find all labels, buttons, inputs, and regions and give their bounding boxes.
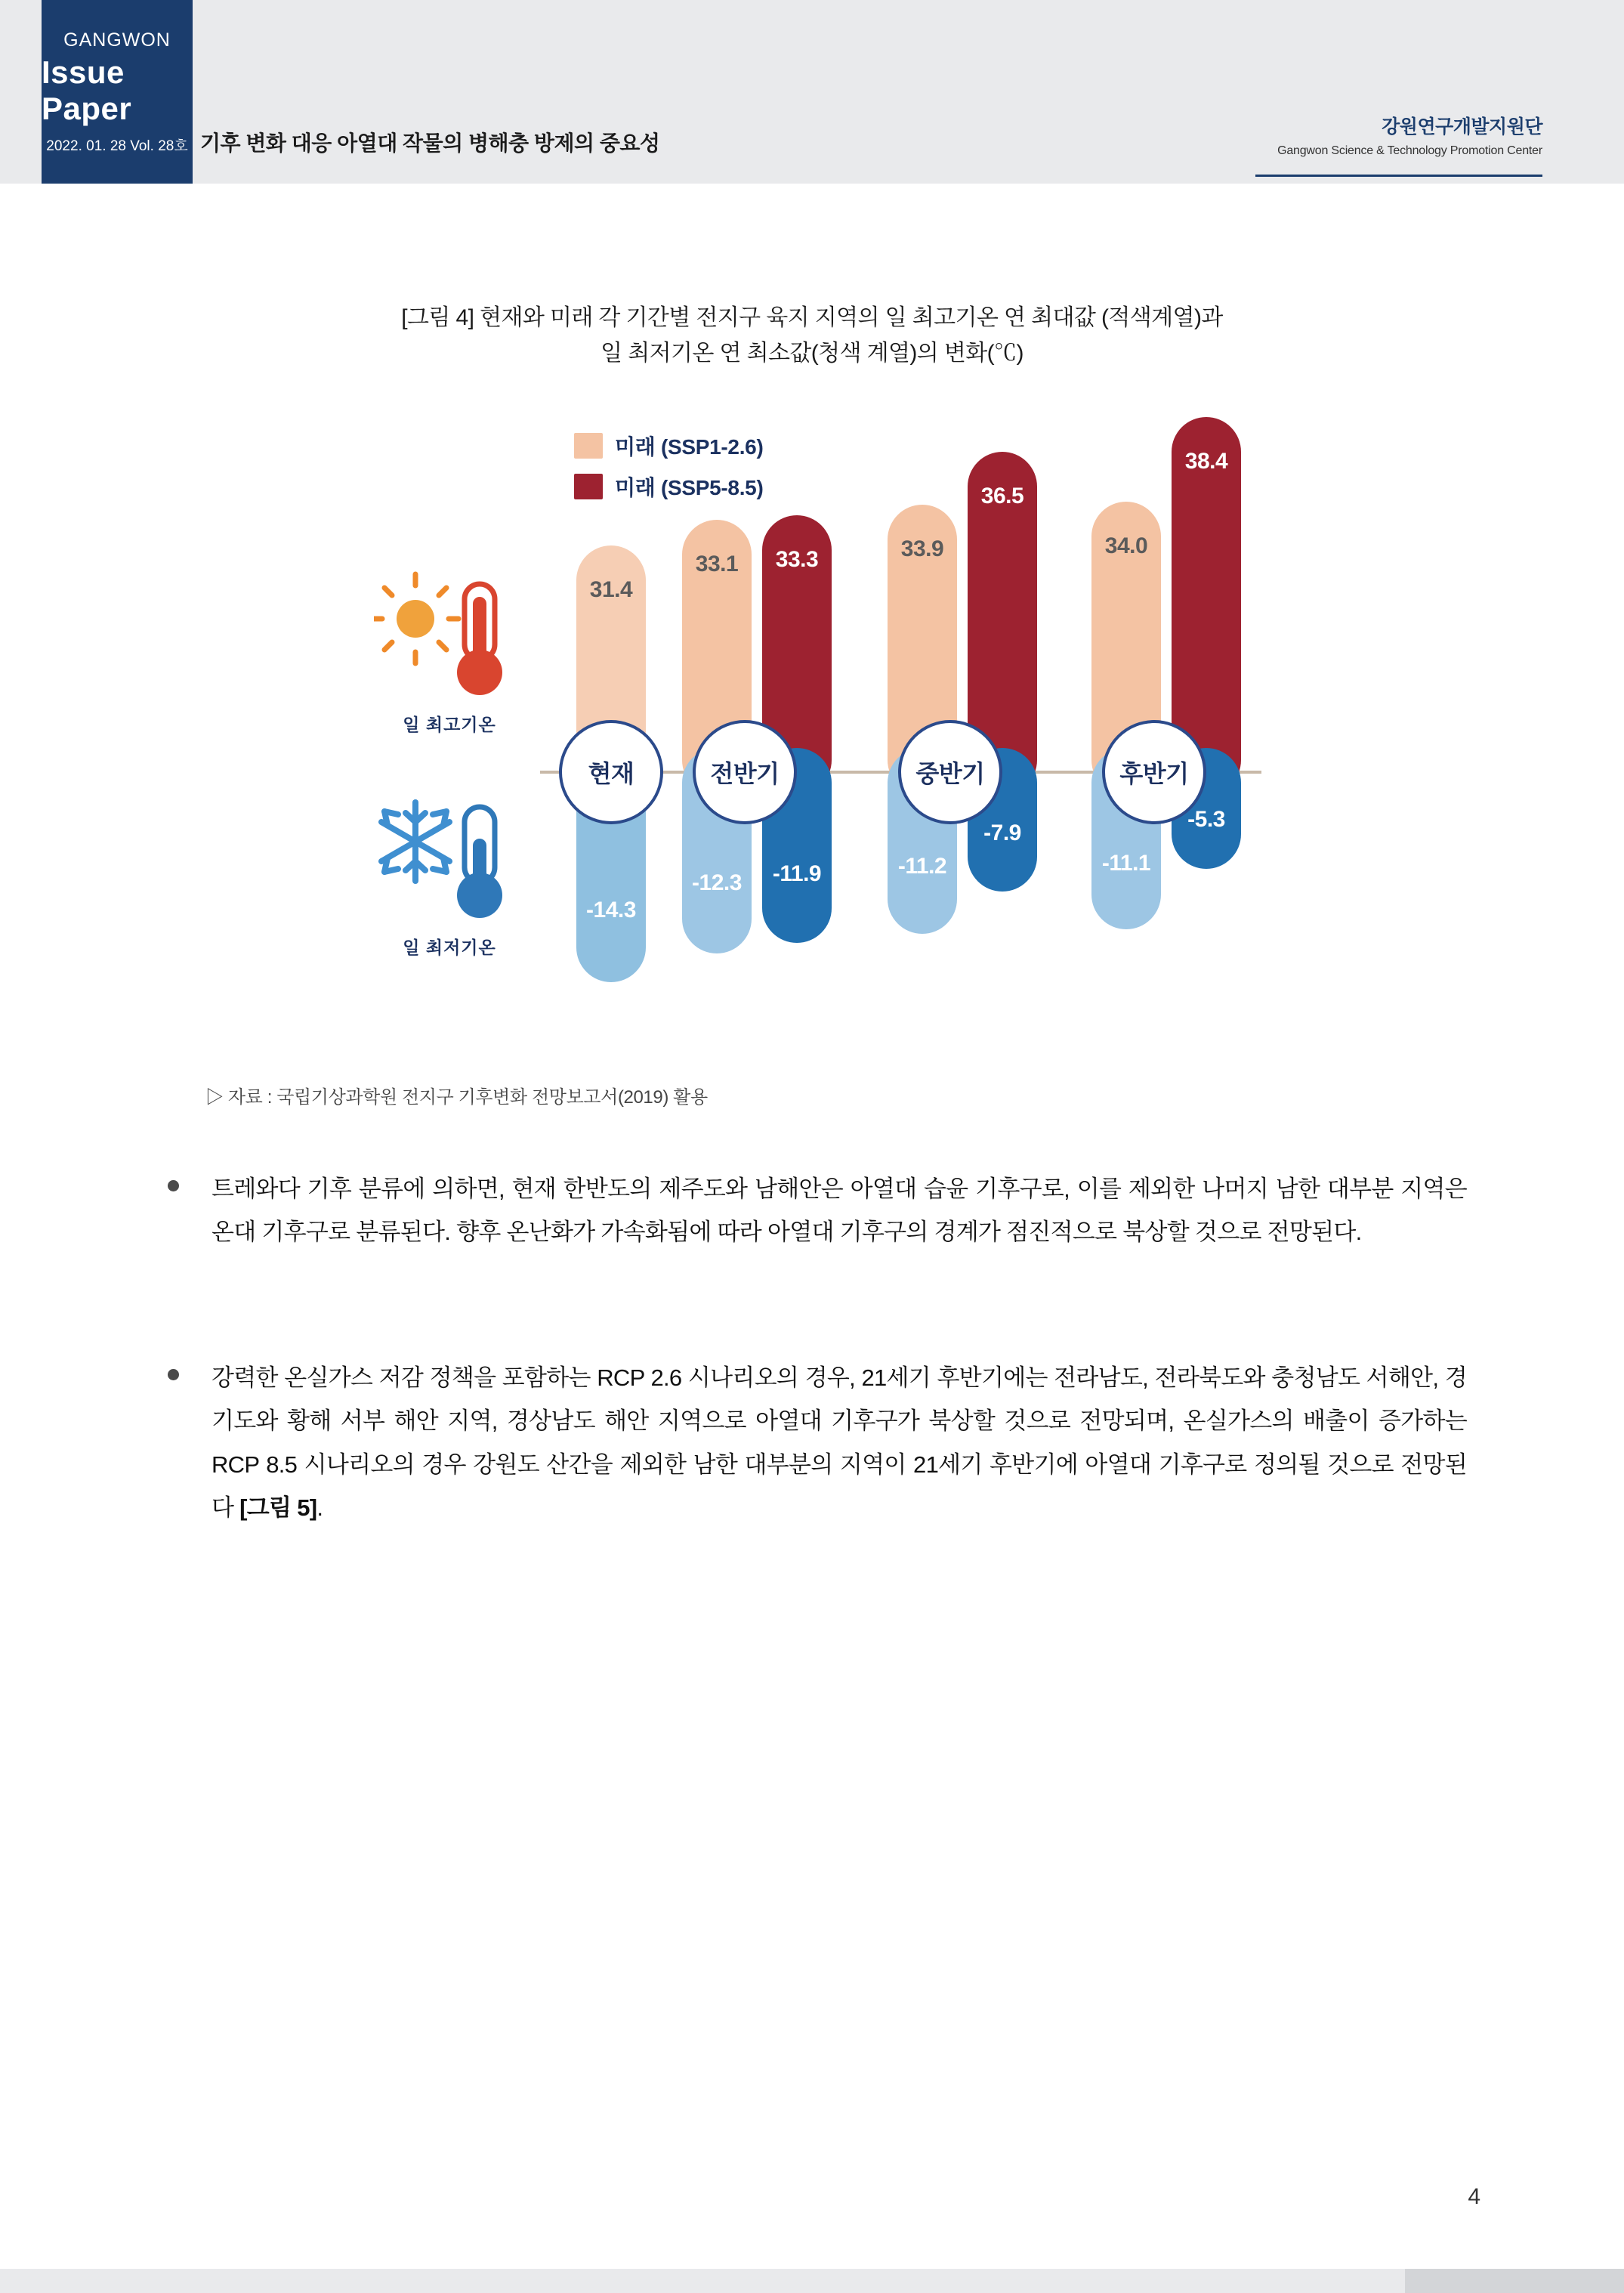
bar-value-cold-mid-ssp126: -11.2	[897, 854, 947, 879]
bar-value-hot-late-ssp126: 34.0	[1104, 533, 1148, 558]
logo-volume-text: 2022. 01. 28 Vol. 28호	[46, 138, 188, 154]
period-label-mid: 중반기	[898, 720, 1002, 824]
bar-value-cold-early-ssp585: -11.9	[772, 861, 822, 886]
temperature-bar-chart	[355, 408, 1284, 1043]
period-label-late: 후반기	[1102, 720, 1206, 824]
bar-value-cold-mid-ssp585: -7.9	[983, 820, 1021, 845]
bar-value-hot-present: 31.4	[589, 577, 633, 602]
bullet-text-2	[211, 1356, 1467, 1529]
figure-caption-line2: 일 최저기온 연 최소값(청색 계열)의 변화(℃)	[601, 340, 1023, 366]
max-temperature-icon-group	[370, 570, 529, 736]
bar-value-cold-early-ssp126: -12.3	[692, 870, 742, 895]
bar-value-cold-late-ssp585: -5.3	[1187, 807, 1225, 832]
bar-value-cold-present: -14.3	[586, 898, 636, 922]
bar-value-cold-late-ssp126: -11.1	[1101, 851, 1151, 876]
bar-value-hot-early-ssp126: 33.1	[695, 552, 739, 576]
legend-label-ssp126: 미래 (SSP1-2.6)	[615, 435, 764, 459]
min-temperature-icon-label: 일 최저기온	[403, 938, 496, 957]
page-header	[0, 0, 1624, 184]
legend-label-ssp585: 미래 (SSP5-8.5)	[615, 476, 764, 499]
bar-value-hot-mid-ssp126: 33.9	[900, 536, 944, 561]
footer-bar	[0, 2269, 1624, 2293]
chart-bars-area	[540, 408, 1284, 1043]
bullet-text-2-pre: 강력한 온실가스 저감 정책을 포함하는 RCP 2.6 시나리오의 경우, 21세기 후반기에는 전라남도, 전라북도와 충청남도 서해안, 경기도와 황해 서부 해안 지역, 경상남도 해안 지역으로 아열대 기후구가 북상할 것으로 전망되며, 온실가스의 배출이 증가하는 RCP 8.5 시나리오의 경우 강원도 산간을 제외한 남한 대부분의 지역이 21세기 후반기에 아열대 기후구로 정의될 것으로 전망된다	[211, 1364, 1467, 1522]
header-document-title: 기후 변화 대응 아열대 작물의 병해충 방제의 중요성	[200, 131, 660, 155]
header-organization	[1277, 112, 1542, 158]
bar-value-hot-late-ssp585: 38.4	[1184, 449, 1228, 474]
bullet-dot-icon	[168, 1180, 179, 1191]
footer-bar-accent	[1405, 2269, 1624, 2293]
page-number: 4	[1468, 2184, 1480, 2209]
snowflake-thermometer-icon	[374, 793, 525, 926]
bullet-item-1	[168, 1167, 1467, 1254]
figure-caption	[0, 301, 1624, 371]
logo-issuepaper-text: Issue Paper	[42, 54, 132, 126]
bar-value-hot-early-ssp585: 33.3	[775, 547, 819, 572]
max-temperature-icon-label: 일 최고기온	[403, 715, 496, 734]
logo-gangwon-text: GANGWON	[63, 29, 171, 51]
organization-name-en: Gangwon Science & Technology Promotion Center	[1277, 144, 1542, 157]
figure-source-note: ▷ 자료 : 국립기상과학원 전지구 기후변화 전망보고서(2019) 활용	[205, 1087, 708, 1108]
bullet-text-2-post: .	[316, 1494, 323, 1522]
bullet-text-1: 트레와다 기후 분류에 의하면, 현재 한반도의 제주도와 남해안은 아열대 습윤 기후구로, 이를 제외한 나머지 남한 대부분 지역은 온대 기후구로 분류된다. 향후 온난화가 가속화됨에 따라 아열대 기후구의 경계가 점진적으로 북상할 것으로 전망된다.	[211, 1176, 1467, 1246]
figure-reference-link: [그림 5]	[239, 1494, 317, 1522]
min-temperature-icon-group	[370, 793, 529, 959]
organization-name-ko: 강원연구개발지원단	[1382, 116, 1542, 138]
bar-value-hot-mid-ssp585: 36.5	[980, 484, 1024, 508]
issue-paper-logo	[42, 0, 193, 184]
period-label-early: 전반기	[693, 720, 797, 824]
bullet-dot-icon	[168, 1369, 179, 1380]
figure-caption-line1: [그림 4] 현재와 미래 각 기간별 전지구 육지 지역의 일 최고기온 연 최대값 (적색계열)과	[401, 305, 1223, 330]
bullet-item-2	[168, 1356, 1467, 1529]
header-accent-rule	[1255, 175, 1542, 177]
sun-thermometer-icon	[374, 570, 525, 703]
period-label-present: 현재	[559, 720, 663, 824]
